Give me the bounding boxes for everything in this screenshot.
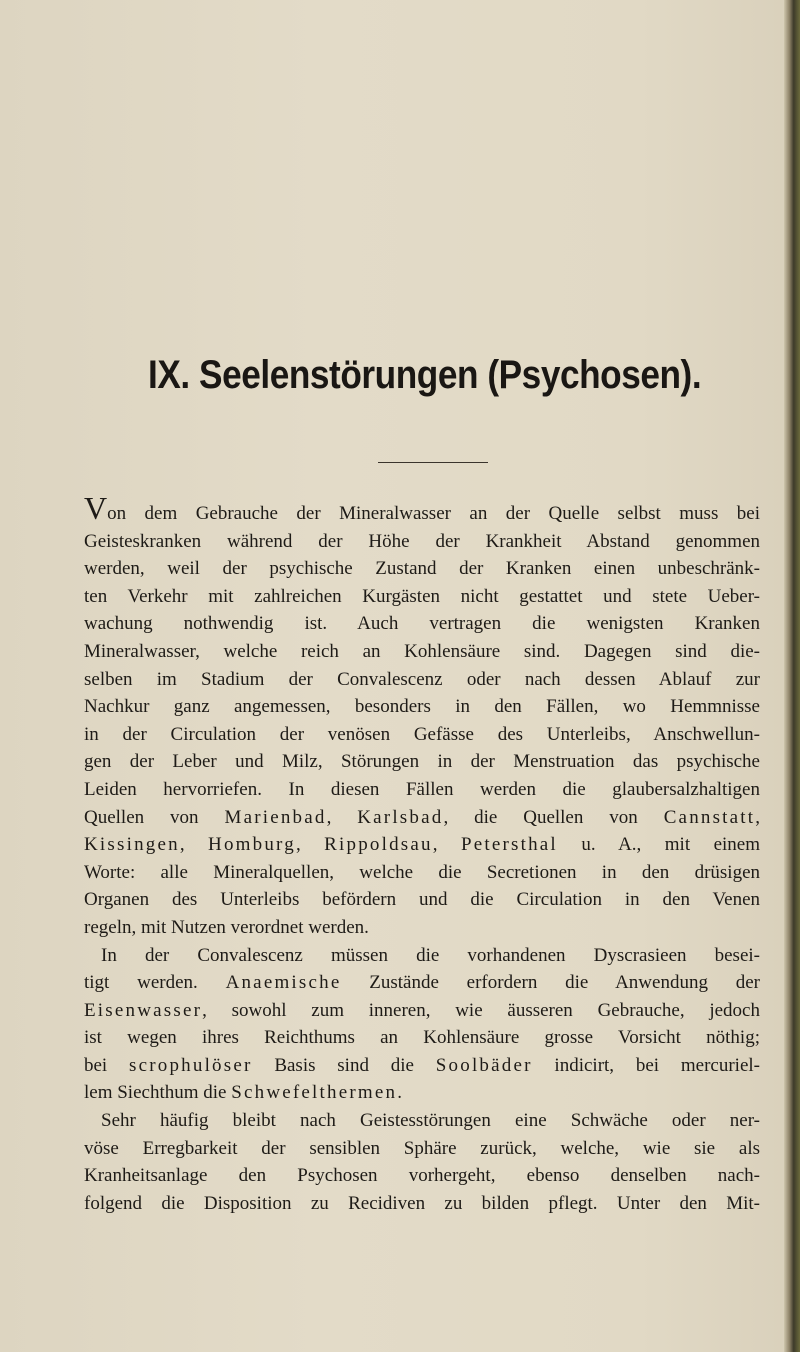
text-line: Von dem Gebrauche der Mineralwasser an der Quelle selbst muss bei [84, 490, 760, 526]
place-name: Rippoldsau [324, 834, 433, 856]
text-line: wachung nothwendig ist. Auch vertragen die wenigsten Kranken [84, 613, 760, 635]
emphasis: Soolbäder [435, 1054, 533, 1076]
text-line: Kissingen, Homburg, Rippoldsau, Petersthal u. A., mit einem [84, 834, 761, 856]
text-line: In der Convalescenz müssen die vorhandenen Dyscrasieen besei- [101, 944, 760, 966]
place-name: Karlsbad [357, 806, 444, 828]
heading-divider [378, 462, 488, 463]
emphasis: scrophulöser [129, 1054, 253, 1076]
text-line: Leiden hervorriefen. In diesen Fällen werden die glaubersalzhaltigen [84, 778, 760, 800]
text-line: werden, weil der psychische Zustand der Kranken einen unbeschränk- [84, 558, 760, 580]
emphasis: Schwefelthermen [231, 1082, 398, 1104]
body-text [84, 490, 761, 1217]
place-name: Kissingen [84, 834, 180, 856]
text-line: ist wegen ihres Reichthums an Kohlensäure grosse Vorsicht nöthig; [84, 1027, 760, 1049]
text-line: Worte: alle Mineralquellen, welche die Secretionen in den drüsigen [84, 861, 760, 883]
text-line: regeln, mit Nutzen verordnet werden. [84, 916, 369, 938]
text-line: tigt werden. Anaemische Zustände erfordern die Anwendung der [84, 972, 760, 994]
text-line: lem Siechthum die Schwefelthermen. [84, 1082, 402, 1104]
text-line: Kranheitsanlage den Psychosen vorhergeht, ebenso denselben nach- [84, 1165, 760, 1187]
book-binding-edge [784, 0, 800, 1352]
text-line: Eisenwasser, sowohl zum inneren, wie äusseren Gebrauche, jedoch [84, 999, 760, 1021]
text-line: folgend die Disposition zu Recidiven zu bilden pflegt. Unter den Mit- [84, 1192, 760, 1214]
drop-initial: V [84, 490, 108, 526]
text-line: gen der Leber und Milz, Störungen in der Menstruation das psychische [84, 751, 760, 773]
place-name: Petersthal [460, 834, 558, 856]
text-line: Mineralwasser, welche reich an Kohlensäure sind. Dagegen sind die- [84, 640, 760, 662]
emphasis: Eisenwasser [84, 999, 203, 1021]
text-line: Sehr häufig bleibt nach Geistesstörungen eine Schwäche oder ner- [101, 1110, 760, 1132]
text-line: selben im Stadium der Convalescenz oder nach dessen Ablauf zur [84, 668, 760, 690]
text-line: in der Circulation der venösen Gefässe des Unterleibs, Anschwellun- [84, 723, 760, 745]
text-line: vöse Erregbarkeit der sensiblen Sphäre zurück, welche, wie sie als [84, 1137, 760, 1159]
text-line: Quellen von Marienbad, Karlsbad, die Quellen von Cannstatt, [84, 806, 761, 828]
chapter-heading: IX. Seelenstörungen (Psychosen). [148, 353, 702, 397]
text-line: bei scrophulöser Basis sind die Soolbäder indicirt, bei mercuriel- [84, 1054, 760, 1076]
text-line: Geisteskranken während der Höhe der Krankheit Abstand genommen [84, 530, 760, 552]
text-line: Organen des Unterleibs befördern und die Circulation in den Venen [84, 889, 760, 911]
text-line: ten Verkehr mit zahlreichen Kurgästen nicht gestattet und stete Ueber- [84, 585, 760, 607]
place-name: Homburg [208, 834, 296, 856]
place-name: Marienbad [224, 806, 327, 828]
place-name: Cannstatt [663, 806, 756, 828]
text-line: Nachkur ganz angemessen, besonders in den Fällen, wo Hemmnisse [84, 696, 760, 718]
emphasis: Anaemische [225, 972, 342, 994]
